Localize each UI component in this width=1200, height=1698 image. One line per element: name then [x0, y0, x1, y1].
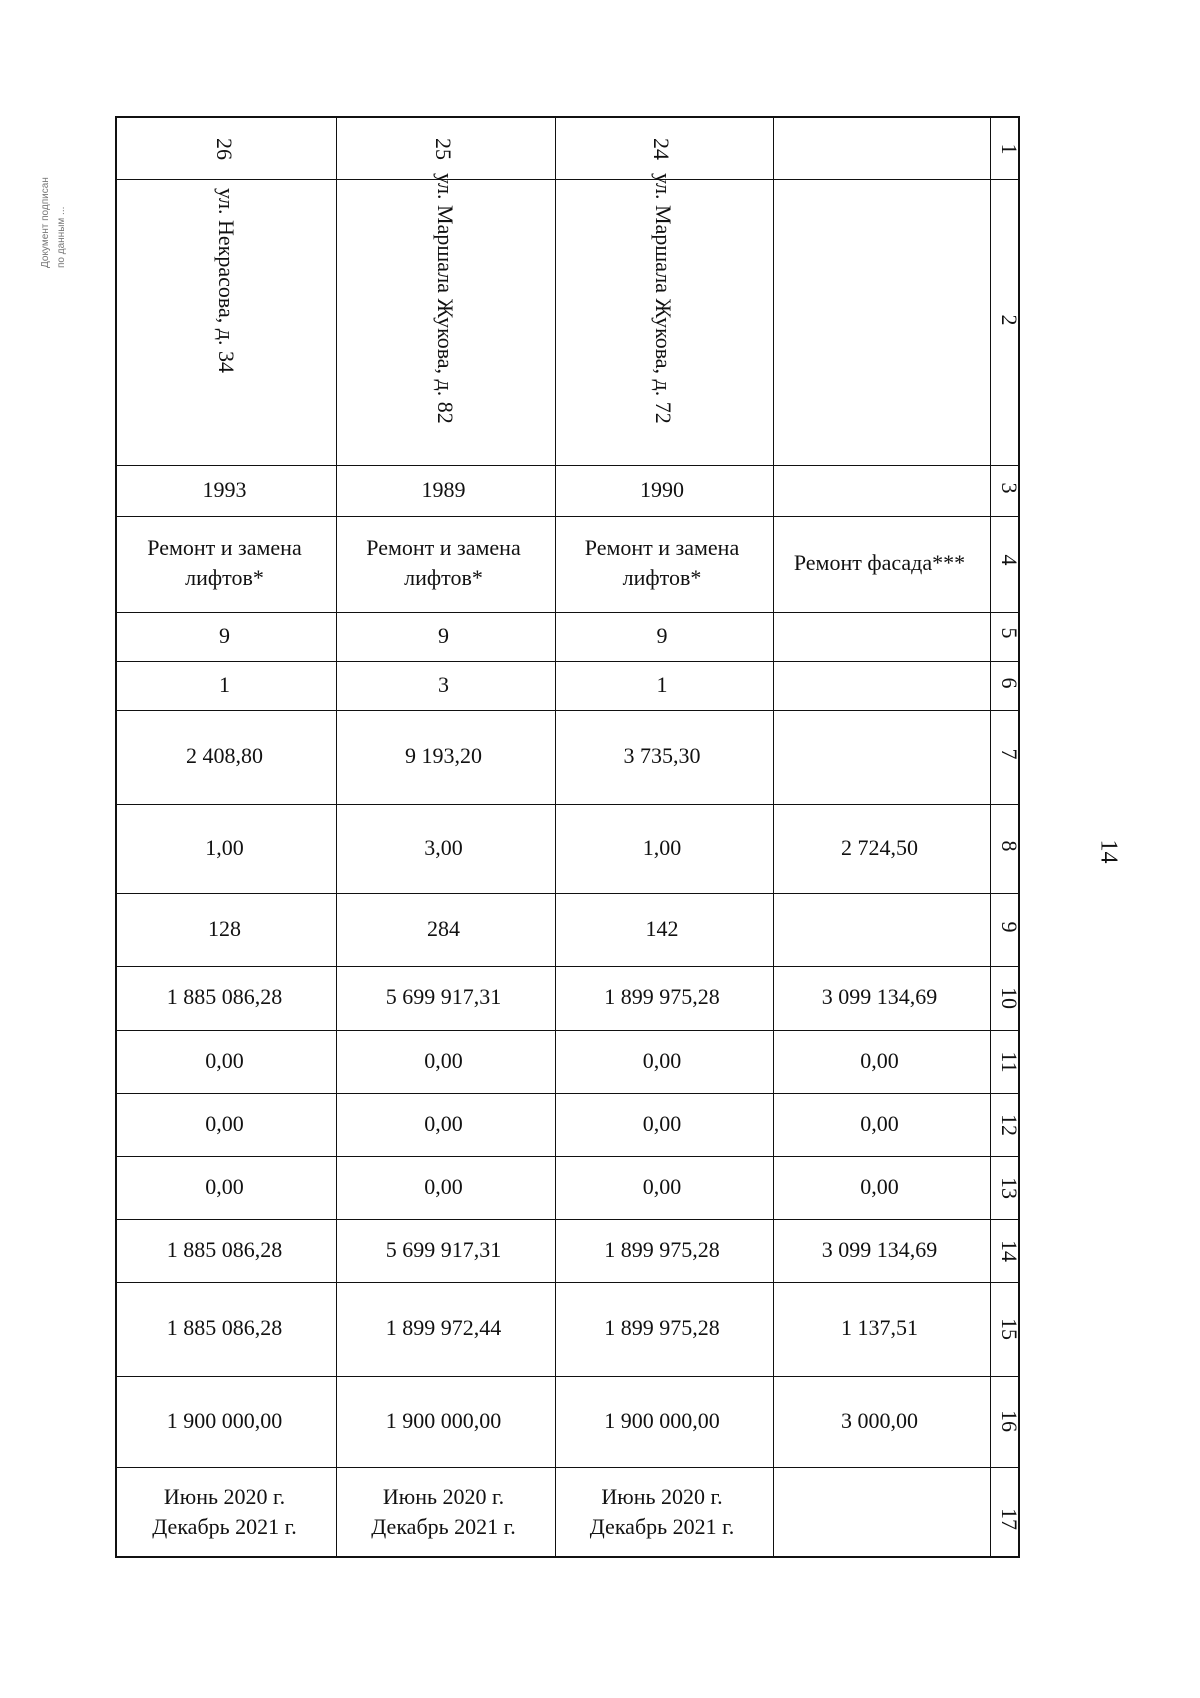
col-num-4: 4 [997, 554, 1022, 566]
work-type-line-1: Ремонт и замена [147, 535, 302, 560]
cell-13: 0,00 [424, 1173, 463, 1199]
col-num-14: 14 [997, 1240, 1022, 1262]
cell-16: 1 900 000,00 [385, 1407, 502, 1433]
cell-10: 3 099 134,69 [821, 984, 938, 1009]
period-start: Июнь 2020 г. [382, 1484, 505, 1509]
cell-14: 1 899 975,28 [604, 1236, 720, 1262]
cell-13: 0,00 [642, 1173, 682, 1199]
cell-5: 9 [656, 622, 668, 648]
cell-5: 9 [219, 622, 230, 648]
cell-12: 0,00 [205, 1110, 244, 1136]
period-start: Июнь 2020 г. [601, 1484, 723, 1509]
cell-14: 1 885 086,28 [166, 1236, 283, 1262]
cell-14: 5 699 917,31 [385, 1236, 502, 1262]
col-num-12: 12 [997, 1114, 1022, 1136]
cell-6: 1 [219, 671, 230, 697]
work-type-line-2: лифтов* [404, 565, 483, 590]
cell-14: 3 099 134,69 [821, 1236, 938, 1262]
cell-10: 1 899 975,28 [604, 984, 720, 1009]
cell-9: 128 [208, 915, 241, 941]
col-num-17: 17 [997, 1508, 1022, 1530]
cell-15: 1 899 972,44 [385, 1315, 502, 1340]
cell-8: 1,00 [642, 834, 682, 860]
row-number: 24 [649, 138, 674, 160]
work-type-line-1: Ремонт и замена [584, 535, 740, 560]
year-built: 1989 [421, 476, 466, 502]
col-num-13: 13 [997, 1177, 1022, 1199]
period-end: Декабрь 2021 г. [152, 1514, 297, 1539]
cell-7: 2 408,80 [186, 743, 263, 768]
cell-12: 0,00 [424, 1110, 463, 1136]
year-built: 1993 [202, 476, 247, 502]
cell-16: 1 900 000,00 [604, 1407, 720, 1433]
address: ул. Маршала Жукова, д. 82 [433, 173, 458, 424]
cell-10: 5 699 917,31 [385, 984, 502, 1009]
cell-13: 0,00 [860, 1173, 899, 1199]
work-type-line-1: Ремонт и замена [366, 535, 521, 560]
cell-9: 284 [427, 915, 460, 941]
cell-12: 0,00 [860, 1110, 899, 1136]
col-num-16: 16 [997, 1410, 1022, 1432]
work-type [334, 515, 553, 611]
cell-11: 0,00 [642, 1047, 682, 1073]
col-num-15: 15 [997, 1318, 1022, 1340]
work-type-line-2: лифтов* [185, 565, 264, 590]
col-num-7: 7 [997, 748, 1022, 760]
col-num-1: 1 [997, 143, 1022, 155]
cell-15: 1 899 975,28 [604, 1315, 720, 1340]
stamp-line-2: по данным ... [56, 206, 67, 268]
address: ул. Маршала Жукова, д. 72 [651, 173, 676, 424]
cell-15: 1 137,51 [841, 1315, 918, 1340]
cell-6: 3 [438, 671, 449, 697]
cell-17 [334, 1466, 553, 1558]
period-end: Декабрь 2021 г. [371, 1514, 516, 1539]
col-num-9: 9 [997, 921, 1022, 933]
cell-16: 3 000,00 [841, 1407, 918, 1433]
cell-11: 0,00 [424, 1047, 463, 1073]
col-num-3: 3 [997, 482, 1022, 494]
stamp-line-1: Документ подписан [40, 177, 51, 268]
cell-5: 9 [438, 622, 449, 648]
work-type [553, 515, 771, 611]
period-start: Июнь 2020 г. [163, 1484, 286, 1509]
cell-16: 1 900 000,00 [166, 1407, 283, 1433]
row-number: 26 [212, 138, 237, 160]
col-num-6: 6 [997, 677, 1022, 689]
signature-stamp [30, 78, 90, 278]
page-number: 14 [1095, 839, 1122, 864]
row-number: 25 [431, 138, 456, 160]
cell-6: 1 [656, 671, 668, 697]
cell-9: 142 [645, 915, 679, 941]
cell-12: 0,00 [642, 1110, 682, 1136]
col-num-10: 10 [997, 987, 1022, 1009]
period-end: Декабрь 2021 г. [589, 1514, 735, 1539]
col-num-8: 8 [997, 840, 1022, 852]
cell-17 [115, 1466, 334, 1558]
cell-11: 0,00 [205, 1047, 244, 1073]
cell-10: 1 885 086,28 [166, 984, 283, 1009]
cell-8: 1,00 [205, 834, 244, 860]
col-num-5: 5 [997, 627, 1022, 639]
work-type: Ремонт фасада*** [793, 550, 966, 575]
address: ул. Некрасова, д. 34 [214, 188, 239, 373]
cell-17 [553, 1466, 771, 1558]
year-built: 1990 [640, 476, 684, 502]
col-num-11: 11 [997, 1051, 1022, 1073]
work-type-line-2: лифтов* [622, 565, 702, 590]
cell-13: 0,00 [205, 1173, 244, 1199]
cell-8: 2 724,50 [841, 834, 918, 860]
cell-15: 1 885 086,28 [166, 1315, 283, 1340]
cell-7: 9 193,20 [405, 743, 482, 768]
work-type [115, 515, 334, 611]
col-num-2: 2 [997, 314, 1022, 326]
cell-7: 3 735,30 [623, 743, 701, 768]
cell-11: 0,00 [860, 1047, 899, 1073]
cell-8: 3,00 [424, 834, 463, 860]
